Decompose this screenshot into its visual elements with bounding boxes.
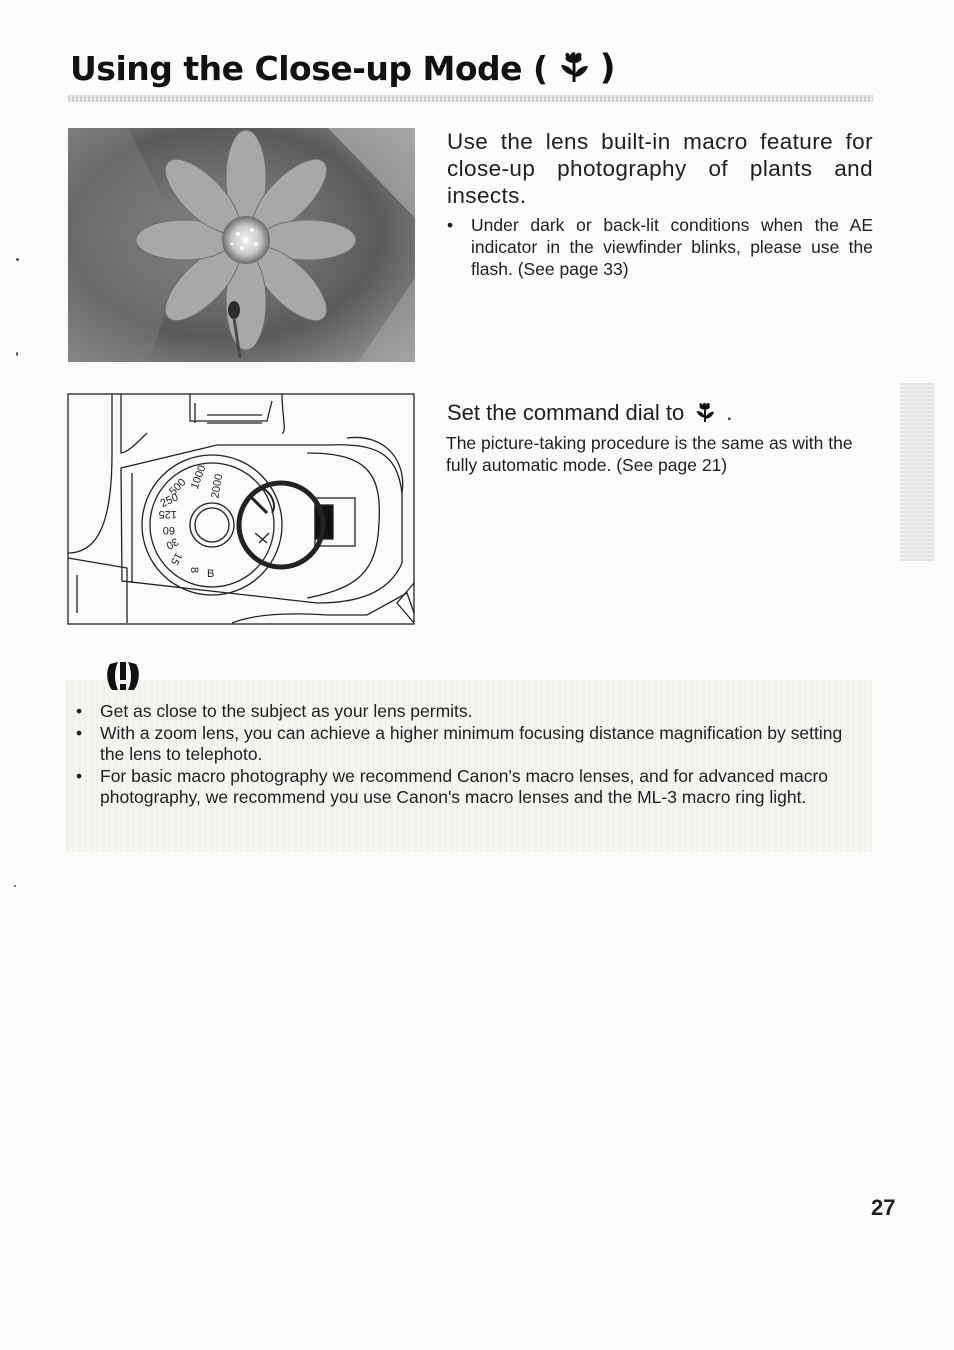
- dial-label-8: 8: [188, 567, 200, 574]
- dial-label-60: 60: [162, 524, 175, 536]
- dial-label-500: 500: [167, 476, 189, 498]
- close-up-flower-icon: [692, 402, 718, 424]
- caution-icon: [104, 656, 142, 694]
- step-heading-text: Set the command dial to: [447, 400, 685, 425]
- dial-label-b: B: [207, 568, 215, 580]
- list-item: • With a zoom lens, you can achieve a higher minimum focusing distance magnification by setting the lens to telephoto.: [76, 723, 860, 766]
- dial-label-30: 30: [163, 534, 181, 552]
- step-heading: [447, 400, 732, 426]
- flower-photo: [68, 128, 415, 362]
- page-number: 27: [871, 1195, 896, 1220]
- notes-list: [76, 701, 860, 809]
- command-dial-illustration: [67, 393, 415, 626]
- page-title: [70, 48, 615, 88]
- scan-speck: [16, 352, 18, 356]
- side-tab: [900, 383, 934, 561]
- step-heading-suffix: .: [726, 400, 733, 425]
- scan-speck: [14, 885, 16, 887]
- dial-label-250: 250: [158, 491, 181, 511]
- title-rule: [68, 95, 873, 102]
- list-item: • Get as close to the subject as your lens permits.: [76, 701, 860, 723]
- dial-label-15: 15: [167, 550, 185, 567]
- dial-label-2000: 2000: [209, 473, 226, 500]
- dial-label-1000: 1000: [188, 463, 209, 491]
- step-body: The picture-taking procedure is the same as with the fully automatic mode. (See page 21): [446, 433, 853, 475]
- dial-label-125: 125: [158, 508, 177, 520]
- intro-bullets: [447, 214, 873, 280]
- list-item: • Under dark or back-lit conditions when the AE indicator in the viewfinder blinks, please use the flash. (See page 33): [447, 214, 873, 280]
- list-item: • For basic macro photography we recommend Canon's macro lenses, and for advanced macro photography, we recommend you use Canon's macro lenses and the ML-3 macro ring light.: [76, 766, 860, 809]
- scan-speck: [16, 258, 19, 261]
- intro-lead: Use the lens built-in macro feature for close-up photography of plants and insects.: [447, 129, 873, 208]
- page-title-text: Using the Close-up Mode (: [70, 48, 548, 88]
- close-up-flower-icon: [554, 51, 594, 85]
- page-title-close: ): [599, 48, 616, 88]
